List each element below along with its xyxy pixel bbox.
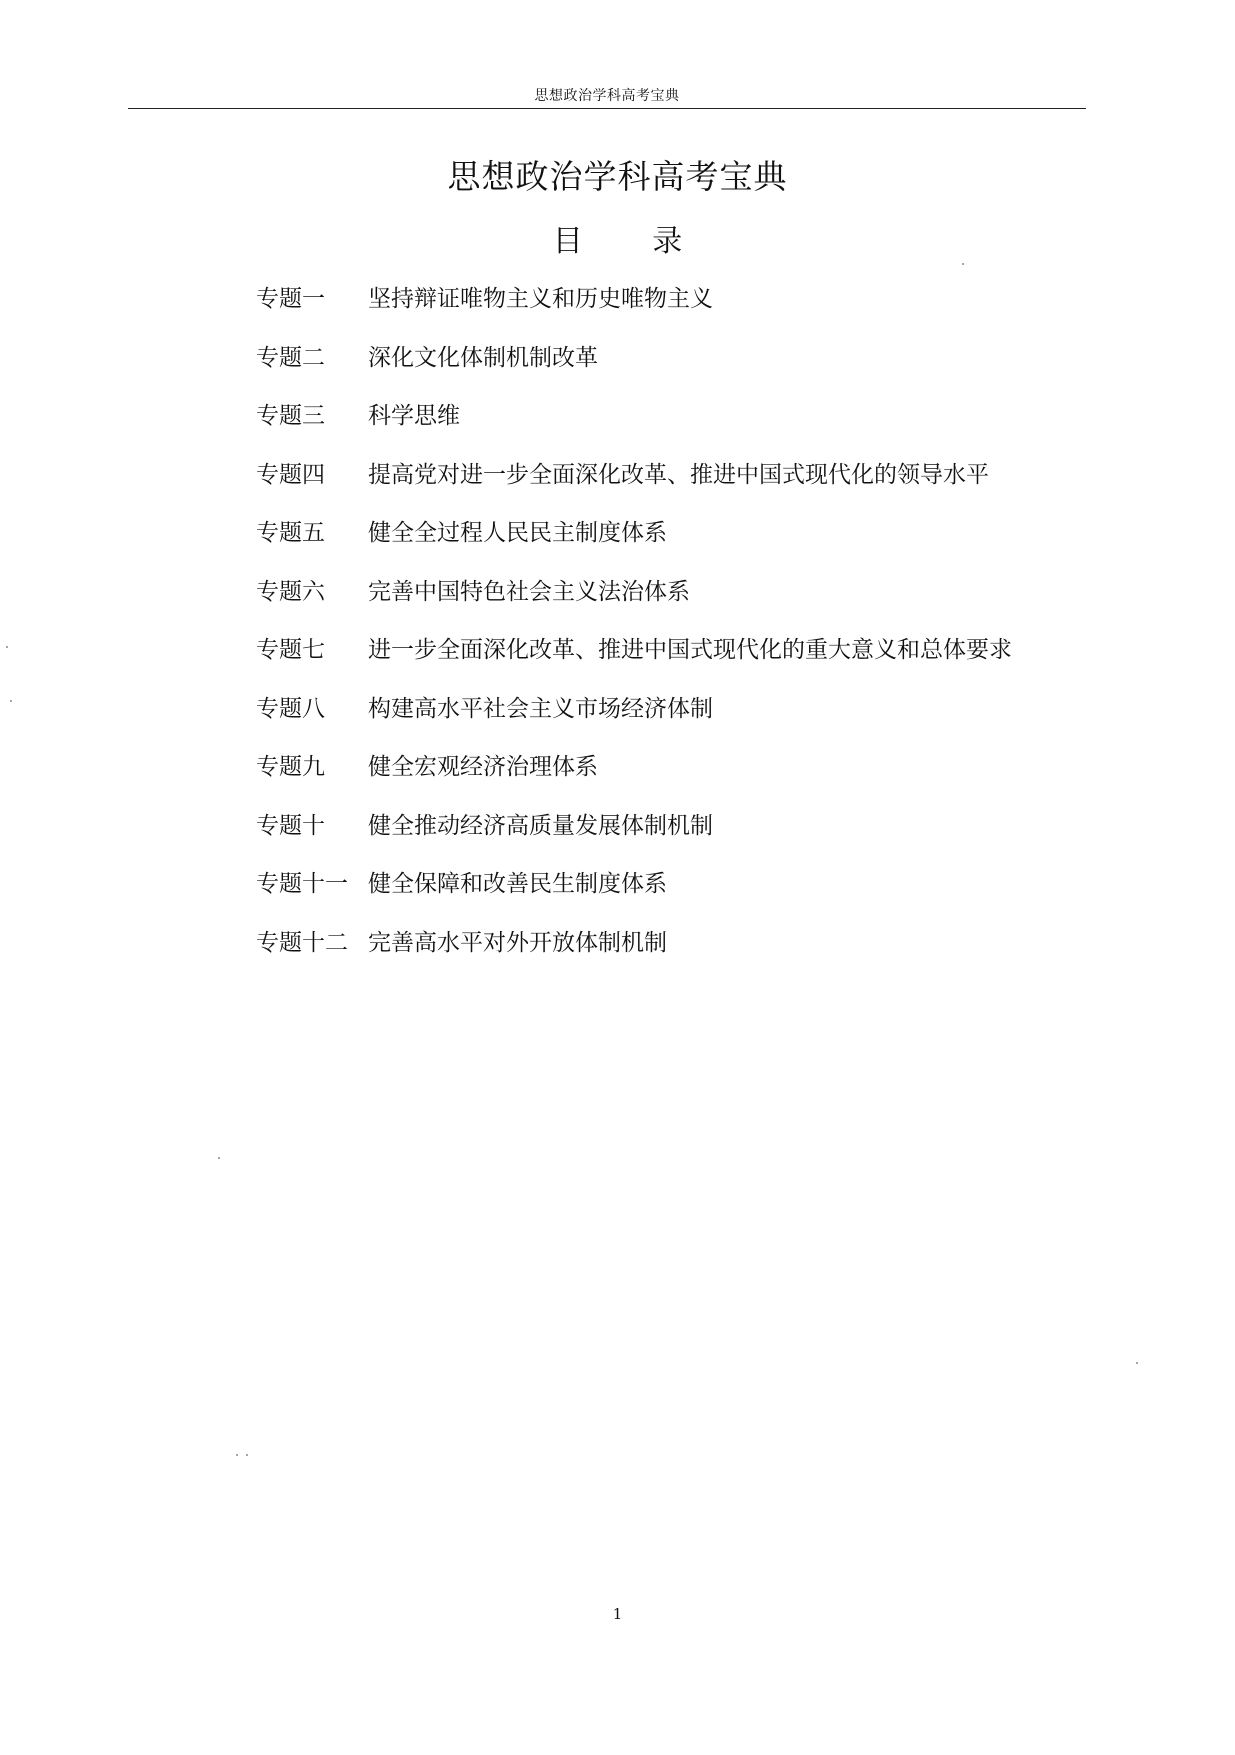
header-rule bbox=[128, 108, 1086, 109]
toc-item-label: 专题六 bbox=[256, 578, 325, 605]
toc-item-title: 健全全过程人民民主制度体系 bbox=[368, 520, 667, 546]
toc-item-title: 健全宏观经济治理体系 bbox=[368, 754, 598, 780]
toc-item bbox=[256, 811, 1156, 870]
toc-item-title: 科学思维 bbox=[368, 403, 460, 429]
toc-item-title: 进一步全面深化改革、推进中国式现代化的重大意义和总体要求 bbox=[368, 637, 1012, 663]
toc-item-title: 提高党对进一步全面深化改革、推进中国式现代化的领导水平 bbox=[368, 461, 989, 488]
page-number: 1 bbox=[612, 1605, 623, 1623]
document-title: 思想政治学科高考宝典 bbox=[447, 157, 788, 196]
toc-item-label: 专题十二 bbox=[256, 929, 348, 956]
scan-speck bbox=[6, 646, 8, 648]
toc-item bbox=[256, 694, 1156, 753]
toc-item-label: 专题四 bbox=[256, 461, 325, 488]
toc-item-title: 坚持辩证唯物主义和历史唯物主义 bbox=[368, 286, 713, 312]
scan-speck bbox=[1136, 1362, 1138, 1364]
scan-speck bbox=[10, 700, 12, 702]
toc-item bbox=[256, 577, 1156, 636]
toc-item bbox=[256, 752, 1156, 811]
toc-item-label: 专题七 bbox=[256, 637, 325, 663]
scan-speck bbox=[246, 1454, 248, 1456]
toc-item-title: 健全保障和改善民生制度体系 bbox=[368, 871, 667, 897]
toc-item bbox=[256, 635, 1156, 694]
table-of-contents bbox=[256, 284, 1156, 986]
toc-item-label: 专题三 bbox=[256, 403, 325, 429]
toc-heading: 目 录 bbox=[552, 224, 713, 259]
toc-item-label: 专题一 bbox=[256, 286, 325, 312]
toc-item-label: 专题九 bbox=[256, 754, 325, 780]
scan-speck bbox=[962, 263, 964, 265]
toc-item bbox=[256, 343, 1156, 402]
toc-item bbox=[256, 518, 1156, 577]
toc-item bbox=[256, 460, 1156, 519]
toc-item-label: 专题十一 bbox=[256, 871, 348, 897]
scan-speck bbox=[236, 1454, 238, 1456]
toc-item bbox=[256, 401, 1156, 460]
toc-item-label: 专题五 bbox=[256, 520, 325, 546]
toc-item bbox=[256, 284, 1156, 343]
toc-item-title: 完善高水平对外开放体制机制 bbox=[368, 929, 667, 956]
running-header bbox=[128, 86, 1086, 110]
toc-item-title: 深化文化体制机制改革 bbox=[368, 344, 598, 371]
toc-item-title: 健全推动经济高质量发展体制机制 bbox=[368, 812, 713, 839]
toc-item-title: 完善中国特色社会主义法治体系 bbox=[368, 578, 690, 605]
toc-item-label: 专题十 bbox=[256, 812, 325, 839]
running-header-title: 思想政治学科高考宝典 bbox=[534, 88, 680, 104]
toc-item-label: 专题八 bbox=[256, 695, 325, 722]
toc-item-label: 专题二 bbox=[256, 344, 325, 371]
toc-item bbox=[256, 928, 1156, 987]
scan-speck bbox=[218, 1157, 220, 1159]
toc-item-title: 构建高水平社会主义市场经济体制 bbox=[368, 695, 713, 722]
toc-item bbox=[256, 869, 1156, 928]
